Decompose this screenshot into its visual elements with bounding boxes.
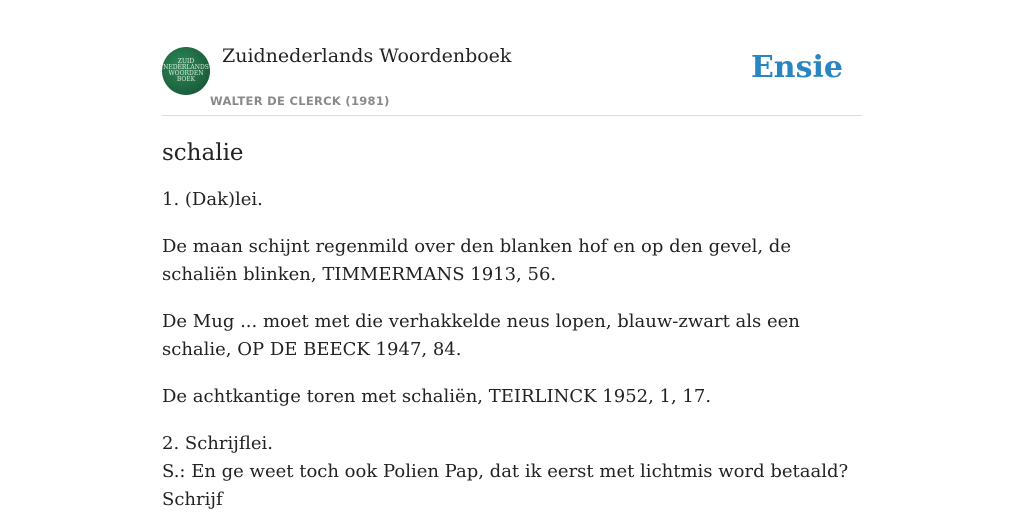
entry-paragraph: De maan schijnt regenmild over den blanken hof en op den gevel, de schaliën blinken, TIMMERMANS 1913, 56.	[162, 236, 791, 285]
dictionary-author: WALTER DE CLERCK (1981)	[210, 94, 390, 108]
page	[162, 0, 862, 512]
logo-text-line: BOEK	[176, 76, 196, 83]
entry-paragraph: De Mug ... moet met die verhakkelde neus lopen, blauw-zwart als een schalie, OP DE BEECK 1947, 84.	[162, 311, 800, 360]
entry-headword: schalie	[162, 140, 244, 166]
entry-content	[162, 186, 862, 512]
logo-text-line: NEDERLANDS	[163, 64, 209, 71]
entry-paragraph: De achtkantige toren met schaliën, TEIRLINCK 1952, 1, 17.	[162, 386, 712, 407]
entry-paragraph: S.: En ge weet toch ook Polien Pap, dat ik eerst met lichtmis word betaald? Schrijf	[162, 461, 849, 510]
dictionary-logo[interactable]	[162, 47, 210, 95]
logo-text-line: ZUID	[177, 58, 195, 65]
entry-paragraph: 1. (Dak)lei.	[162, 189, 263, 210]
ensie-brand-link[interactable]: Ensie	[750, 50, 843, 85]
logo-text-line: WOORDEN	[168, 70, 204, 77]
header	[162, 0, 862, 116]
entry-paragraph: 2. Schrijflei.	[162, 433, 273, 454]
dictionary-title-link[interactable]: Zuidnederlands Woordenboek	[222, 45, 512, 67]
